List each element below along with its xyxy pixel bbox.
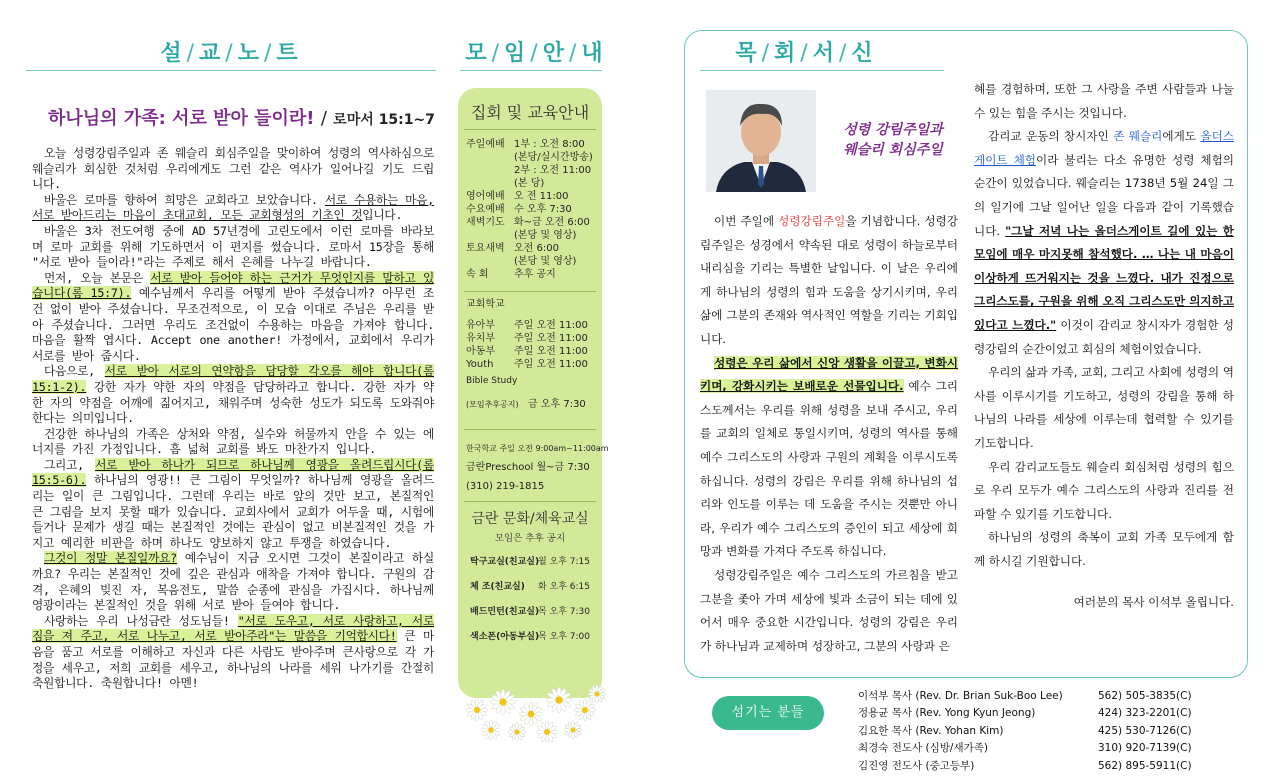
staff-name: 김요한 목사 (Rev. Yohan Kim): [858, 724, 1004, 737]
schedule-time: 1부 : 오전 8:00: [514, 139, 585, 150]
caption-line-2: 웨슬리 회심주일: [843, 142, 943, 158]
schedule-time: 2부 : 오전 11:00: [514, 165, 592, 176]
sermon-paragraph: [32, 458, 434, 552]
header-char: 설: [160, 41, 184, 66]
sermon-title-text: 하나님의 가족: 서로 받아 들이라!: [48, 108, 315, 129]
class-name: 색소폰(아동부실): [470, 632, 540, 642]
letter-text: 이번 주일에: [714, 214, 779, 228]
sermon-paragraph: [32, 224, 434, 271]
daisy-icon: [466, 699, 488, 721]
sermon-text: 예수님이 지금 오시면 그것이 본질이라고 하실까요? 우리는 본질적인 것에 깊은 관심과 애착을 가져야 합니다. 구원의 감격, 은혜의 빚진 자, 복음전도, 말씀 순종에 관심을 가집시다. 하나님께 영광이라는 본질적인 것을 위해 서로 받아 들여야 합니다.: [32, 551, 434, 613]
letter-paragraph: 우리 감리교도들도 웨슬리 회심처럼 성령의 힘으로 우리 모두가 예수 그리스도의 사랑과 진리를 전파할 수 있기를 기도합니다.: [974, 459, 1234, 521]
letter-paragraph: 하나님의 성령의 축복이 교회 가족 모두에게 함께 하시길 기원합니다.: [974, 530, 1234, 568]
john-wesley-name: 존 웨슬리: [1113, 129, 1163, 144]
divider: [464, 429, 596, 430]
class-row: [470, 556, 602, 569]
letter-paragraph: 혜를 경험하며, 또한 그 사랑을 주변 사람들과 나눌 수 있는 힘을 주시는 것입니다.: [974, 82, 1234, 120]
schedule-label: [466, 255, 514, 268]
staff-name: 김진영 전도사 (중고등부): [858, 759, 975, 772]
letter-text: 을 기념합니다. 성령강림주일은 성경에서 약속된 대로 성령이 하늘로부터 내리심을 기리는 특별한 날입니다. 이 날은 우리에게 하나님의 성령의 힘과 도움을 상기시키며, 우리 삶에 그분의 존재와 역사적인 역할을 기리는 기회입니다.: [700, 214, 958, 346]
class-list: [458, 556, 602, 644]
schedule-label: 수요예배: [466, 204, 505, 215]
class-time: 화 오후 6:15: [538, 582, 591, 592]
schedule-row: [466, 190, 602, 203]
schedule-row: [466, 164, 602, 177]
meetings-panel: [458, 88, 609, 698]
aldersgate-experience: 올더스게이트 체험: [974, 129, 1234, 167]
schedule-row: [466, 242, 602, 255]
sermon-paragraph: [32, 364, 434, 426]
letter-text: 이것이 감리교 창시자가 경험한 성령강림의 순간이었고 회심의 체험이었습니다.: [974, 317, 1234, 356]
staff-phone: 562) 895-5911(C): [1098, 759, 1192, 772]
sermon-paragraph: [32, 614, 434, 692]
schedule-label: 유아부: [466, 320, 495, 331]
letter-text: 이라 불리는 다소 유명한 성령 체험의 순간이 있었습니다. 웨슬리는 1738년 5월 24일 그의 일기에 그날 일어난 일을 다음과 같이 기록했습니다.: [974, 152, 1234, 238]
culture-class-subtitle: 모임은 추후 공지: [494, 533, 566, 544]
schedule-time: (본 당): [514, 178, 545, 189]
class-name: 탁구교실(친교실): [470, 557, 540, 567]
pastor-header-divider: [700, 70, 944, 71]
sermon-text: 입니다.: [362, 208, 403, 223]
schedule-label: 새벽기도: [466, 217, 505, 228]
schedule-label: 주일예배: [466, 139, 505, 150]
schedule-label: [466, 177, 514, 190]
sermon-title: [48, 104, 448, 130]
divider: [464, 129, 596, 130]
daisy-icon: [536, 721, 558, 743]
sermon-paragraph: [32, 271, 434, 365]
bible-study-row: [458, 398, 602, 411]
letter-text: 예수 그리스도께서는 우리를 위해 성령을 보내 주시고, 우리를 교회의 일체로 통일시키며, 성령의 역사를 통해 예수 그리스도의 사랑과 구원의 계획을 이루시도록 하십니다. 성령의 강림은 우리를 위해 하나님의 섭리와 인도를 이루는 데 도움을 주시는 것뿐만 아니라, 우리가 예수 그리스도의 증인이 되고 세상에 희망과 변화를 가져다 주도록 하십니다.: [700, 379, 958, 559]
header-char: 노: [237, 41, 261, 66]
schedule-label: [466, 164, 514, 177]
divider: [464, 501, 596, 502]
sermon-text: 큰 마음을 품고 서로를 이해하고 자신과 다른 사람도 받아주며 큰사랑으로 각 가정을 세우고, 저희 교회를 세우고, 하나님의 나라를 세워 나가기를 간절히 축원합니다. 축원합니다! 아멘!: [32, 629, 434, 691]
header-char: 서: [812, 41, 836, 66]
sermon-paragraph: [32, 146, 434, 193]
class-name: 배드민턴(친교실): [470, 607, 540, 617]
letter-paragraph: [974, 125, 1234, 361]
staff-row: [858, 688, 1238, 705]
staff-row: [858, 723, 1238, 740]
schedule-label: 속 회: [466, 269, 489, 280]
schedule-time: 주일 오전 11:00: [514, 346, 588, 357]
letter-highlight: 성령은 우리 삶에서 신앙 생활을 이끌고, 변화시키며, 강화시키는 보배로운 선물입니다.: [700, 355, 958, 394]
header-char: 내: [581, 41, 605, 66]
schedule-time: 주일 오전 11:00: [514, 359, 588, 370]
schedule-row: [466, 268, 602, 281]
sermon-paragraph: [32, 427, 434, 458]
sermon-text: 건강한 하나님의 가족은 상처와 약점, 실수와 허물까지 안을 수 있는 에너지를 가진 가정입니다. 흠 넓혀 교회를 봐도 마찬가지 입니다.: [32, 426, 434, 457]
daisy-icon: [588, 685, 606, 703]
schedule-time: 오전 6:00: [514, 243, 559, 254]
letter-paragraph: [700, 210, 958, 352]
class-time: 목 오후 7:30: [538, 607, 591, 617]
daisy-icon: [546, 687, 572, 713]
schedule-row: [466, 332, 602, 345]
culture-class-title: 금란 문화/체육교실: [471, 511, 589, 527]
divider: [464, 291, 596, 292]
sermon-highlight: 서로 받아 하나가 되므로 하나님께 영광을 올려드립시다(롬15:5-6).: [32, 457, 435, 488]
sermon-text: 오늘 성령강림주일과 존 웨슬리 회심주일을 맞이하여 성령의 역사하심으로 웨슬리가 회심한 것처럼 우리에게도 그런 같은 역사가 일어나길 기도 드립니다.: [32, 146, 434, 192]
staff-name: 최경숙 전도사 (심방/새가족): [858, 742, 988, 755]
schedule-row: [466, 216, 602, 229]
header-char: 신: [851, 41, 875, 66]
staff-phone: 310) 920-7139(C): [1098, 742, 1192, 755]
letter-text: 감리교 운동의 창시자인: [988, 129, 1114, 144]
schedule-label: 영어예배: [466, 191, 505, 202]
wesley-quote: "그날 저녁 나는 올더스게이트 길에 있는 한 모임에 매우 마지못해 참석했다. … 나는 내 마음이 이상하게 뜨거워지는 것을 느꼈다. 내가 진정으로 그리스도를, 구원을 위해 오직 그리스도만 의지하고 있다고 느꼈다.": [974, 223, 1234, 332]
bible-study-time: 금 오후 7:30: [528, 399, 586, 410]
bible-study-label: Bible Study: [466, 376, 518, 386]
sermon-paragraph: [32, 193, 434, 224]
staff-phone: 562) 505-3835(C): [1098, 690, 1192, 702]
staff-phone: 424) 323-2201(C): [1098, 707, 1192, 720]
sermon-text: 사랑하는 우리 나성금란 성도님들!: [44, 613, 238, 628]
class-time: 월 오후 7:15: [538, 557, 591, 567]
schedule-label: 유치부: [466, 333, 495, 344]
daisy-icon: [574, 699, 596, 721]
letter-paragraph: [700, 352, 958, 564]
meetings-header-divider: [460, 70, 602, 71]
worship-schedule-title: 집회 및 교육안내: [470, 103, 590, 122]
daisy-flowers-decoration: [455, 680, 615, 750]
staff-label-button[interactable]: 섬기는 분들: [712, 696, 824, 730]
schedule-row: [466, 229, 602, 242]
schedule-label: Youth: [466, 359, 494, 370]
schedule-label: [466, 151, 514, 164]
sermon-highlight: 서로 받아 들어야 하는 근거가 무엇인지를 말하고 있습니다(롬 15:7).: [32, 270, 434, 301]
sermon-highlight: 서로 받아 서로의 연약함을 담당할 각오를 해야 합니다(롬15:1-2).: [32, 364, 435, 394]
staff-row: [858, 758, 1238, 775]
sermon-body: [32, 146, 434, 692]
school-phone: (310) 219-1815: [466, 481, 545, 492]
sermon-text: 먼저, 오늘 본문은: [44, 270, 151, 285]
schedule-time: (본당/실시간방송): [514, 152, 593, 163]
schedule-time: 주일 오전 11:00: [514, 320, 588, 331]
schedule-row: [466, 203, 602, 216]
pastor-letter-left-column: [700, 210, 958, 658]
schedule-row: [466, 138, 602, 151]
daisy-icon: [481, 720, 501, 740]
schedule-time: 오 전 11:00: [514, 191, 569, 202]
staff-list: [858, 688, 1238, 775]
letter-signature: 여러분의 목사 이석부 올립니다.: [1073, 595, 1234, 610]
daisy-icon: [490, 689, 516, 715]
schedule-row: [466, 177, 602, 190]
staff-name: 정용균 목사 (Rev. Yong Kyun Jeong): [858, 707, 1036, 720]
pastor-letter-header: 목 / 회 / 서 / 신: [735, 41, 875, 66]
class-row: [470, 581, 602, 594]
pastor-letter-right-column: [974, 78, 1234, 615]
korean-school: 한국학교 주일 오전 9:00am~11:00am: [466, 444, 609, 453]
schedule-time: 수 오후 7:30: [514, 204, 572, 215]
daisy-icon: [564, 721, 582, 739]
sermon-notes-header: 설 / 교 / 노 / 트: [160, 41, 300, 66]
sermon-text: 다음으로,: [44, 364, 105, 379]
staff-name: 이석부 목사 (Rev. Dr. Brian Suk-Boo Lee): [858, 690, 1063, 702]
schedule-time: (본당 및 영상): [514, 256, 577, 267]
class-row: [470, 631, 602, 644]
school-list: [458, 319, 602, 371]
letter-paragraph: [700, 564, 958, 658]
daisy-icon: [519, 702, 543, 726]
schedule-time: 화~금 오전 6:00: [514, 217, 590, 228]
schedule-row: [466, 255, 602, 268]
sermon-underline: 서로 수용하는 마음, 서로 받아드리는 마음이 초대교회, 모든 교회형성의 기초인 것: [32, 192, 434, 223]
caption-line-1: 성령 강림주일과: [843, 122, 943, 138]
letter-text: 성령강림주일은 예수 그리스도의 가르침을 받고 그분을 좇아 가며 세상에 빛과 소금이 되는 데에 있어서 매우 중요한 시간입니다. 성령의 강림은 우리가 하나님과 교제하며 성장하고, 그분의 사랑과 은: [700, 567, 958, 653]
pentecost-highlight: 성령강림주일: [778, 214, 846, 228]
sermon-text: 바울은 3차 전도여행 중에 AD 57년경에 고린도에서 이런 로마를 바라보며 로마 교회를 위해 기도하면서 이 편지를 썼습니다. 로마서 15장을 통해 "서로 받아 들이라!"라는 주제로 해서 은혜를 나누길 바랍니다.: [32, 223, 434, 270]
bible-study-note: (모임추후공지): [466, 400, 519, 409]
sermon-text: 강한 자가 약한 자의 약점을 담당하라고 합니다. 강한 자가 약한 자의 약점을 어깨에 짊어지고, 채워주며 성숙한 성도가 되도록 도와줘야 한다는 의미입니다.: [32, 379, 434, 426]
letter-paragraph: 우리의 삶과 가족, 교회, 그리고 사회에 성령의 역사를 이루시기를 기도하고, 성령의 강림을 통해 하나님의 나라를 세상에 이루는데 협력할 수 있기를 기도합니다.: [974, 365, 1234, 450]
staff-row: [858, 705, 1238, 722]
sermon-header-divider: [26, 70, 436, 71]
pastor-caption: [828, 120, 958, 160]
sermon-text: 바울은 로마를 향하여 희망은 교회라고 보았습니다.: [44, 192, 325, 207]
class-name: 체 조(친교실): [470, 582, 525, 592]
schedule-row: [466, 345, 602, 358]
sermon-text: 예수님께서 우리를 어떻게 받아 주셨습니까? 아무런 조건 없이 받아 주셨습니다. 무조건적으로, 이 모습 이대로 주님은 우리를 받아 주셨습니다. 그러면 우리도 조건없이 수용하는 마음을 가져야 합니다. 마음을 활짝 엽시다. Accept one another! 가정에서, 교회에서 우리가 서로를 받아 줍시다.: [32, 286, 434, 363]
scripture-reference: 로마서 15:1~7: [333, 112, 435, 128]
pastor-photo: [706, 90, 816, 192]
header-char: 목: [735, 41, 759, 66]
letter-text: 에게도: [1162, 129, 1201, 144]
sermon-text: 그리고,: [44, 457, 96, 472]
staff-phone: 425) 530-7126(C): [1098, 724, 1192, 737]
meetings-header: 모 / 임 / 안 / 내: [465, 41, 605, 66]
schedule-row: [466, 151, 602, 164]
title-separator: /: [320, 108, 327, 129]
staff-row: [858, 740, 1238, 757]
schedule-time: 주일 오전 11:00: [514, 333, 588, 344]
sermon-paragraph: [32, 551, 434, 613]
church-school-title: 교회학교: [466, 299, 505, 310]
sermon-text: 하나님의 영광!! 큰 그림이 무엇일까? 하나님께 영광을 올려드리는 일이 큰 그림입니다. 그런데 우리는 바로 앞의 것만 보고, 본질적인 큰 그림을 보지 못할 때가 있습니다. 교회사에서 교회가 어두울 때, 시험에 들거나 문제가 생길 때는 본질적인 것에는 관심이 없고 비본질적인 것을 가지고 예리한 비판을 하며 하나도 양보하지 않고 투쟁을 하였습니다.: [32, 473, 434, 550]
header-char: 안: [542, 41, 566, 66]
preschool: 금란Preschool 월~금 7:30: [466, 462, 590, 473]
header-char: 트: [276, 41, 300, 66]
schedule-row: [466, 319, 602, 332]
daisy-icon: [508, 723, 526, 741]
header-char: 모: [465, 41, 489, 66]
sermon-highlight: 그것이 정말 본질일까요?: [44, 551, 177, 566]
header-char: 회: [774, 41, 798, 66]
schedule-time: (본당 및 영상): [514, 230, 577, 241]
schedule-row: [466, 358, 602, 371]
sermon-highlight: "서로 도우고, 서로 사랑하고, 서로 짐을 져 주고, 서로 나누고, 서로 받아주라"는 말씀을 기억합시다!: [32, 613, 434, 644]
schedule-label: 토요새벽: [466, 243, 505, 254]
schedule-label: 아동부: [466, 346, 495, 357]
header-char: 임: [504, 41, 528, 66]
class-time: 목 오후 7:00: [538, 632, 591, 642]
schedule-label: [466, 229, 514, 242]
schedule-time: 추후 공지: [514, 269, 556, 280]
header-char: 교: [199, 41, 223, 66]
worship-list: [458, 138, 602, 281]
class-row: [470, 606, 602, 619]
